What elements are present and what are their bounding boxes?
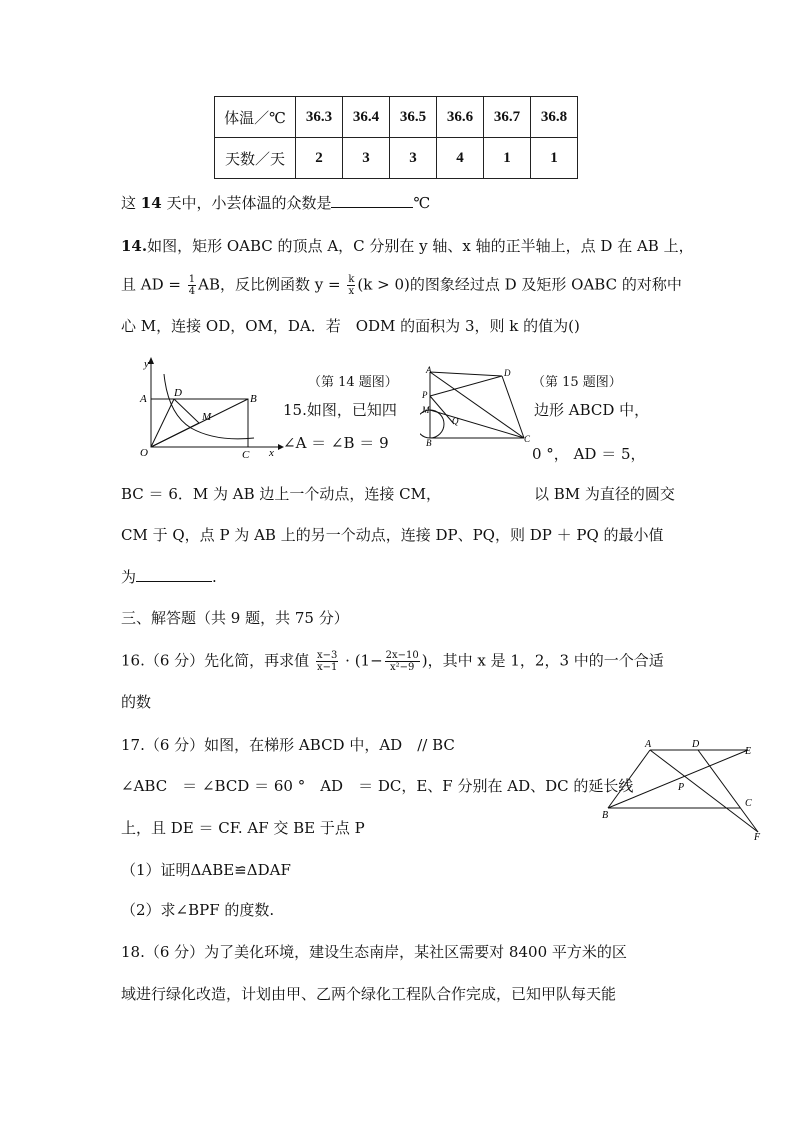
- question-17-part1: （1）证明ΔABE≌ΔDAF: [121, 861, 291, 879]
- fig15-label: A: [426, 365, 432, 375]
- question-18-line2: 域进行绿化改造，计划由甲、乙两个绿化工程队合作完成，已知甲队每天能: [121, 985, 617, 1003]
- table-cell: 4: [437, 138, 484, 179]
- section-3-title: 三、解答题（共 9 题，共 75 分）: [121, 609, 349, 627]
- fig15-label: D: [504, 368, 511, 378]
- table-cell: 36.3: [296, 97, 343, 138]
- question-15-line2b: 0 °， AD ＝ 5，: [532, 445, 646, 463]
- q13-text: 天中，小芸体温的众数是: [166, 194, 332, 212]
- fig14-label: C: [242, 449, 250, 460]
- question-15-line4: CM 于 Q，点 P 为 AB 上的另一个动点，连接 DP、PQ，则 DP ＋ PQ 的最小值: [121, 526, 664, 544]
- question-17-part2: （2）求∠BPF 的度数.: [121, 901, 275, 919]
- table-row: [215, 138, 578, 179]
- fig17-label: A: [645, 739, 652, 750]
- fig14-label: M: [202, 411, 212, 423]
- question-15-line2: ∠A ＝ ∠B ＝ 9: [283, 434, 389, 452]
- question-17-line2: ∠ABC ＝ ∠BCD ＝ 60 ° AD ＝ DC，E、F 分别在 AD、DC 的延长线: [121, 777, 634, 795]
- table-cell: 36.6: [437, 97, 484, 138]
- figure-15-caption: （第 15 题图）: [532, 375, 622, 390]
- question-15-line1b: 边形 ABCD 中，: [534, 401, 650, 419]
- table-cell: 3: [343, 138, 390, 179]
- fig15-label: B: [426, 438, 432, 448]
- fig14-label: A: [140, 393, 147, 405]
- question-14-line2: [121, 274, 682, 297]
- fraction-k-over-x: $\frac{k}{x}$: [348, 274, 355, 297]
- question-15-line1: 15.如图，已知四: [283, 401, 397, 419]
- fraction-one-quarter: $\frac{1}{4}$: [188, 274, 196, 297]
- fraction-2x10-x29: $\frac{2x-10}{\text{x²−9}}$: [385, 650, 419, 673]
- table-cell: 1: [531, 138, 578, 179]
- fig17-label: F: [754, 832, 761, 843]
- question-18-line1: 18.（6 分）为了美化环境，建设生态南岸，某社区需要对 8400 平方米的区: [121, 943, 627, 961]
- q14-number: 14.: [121, 237, 148, 255]
- fig14-label: x: [269, 447, 274, 459]
- fig14-label: O: [140, 447, 148, 459]
- question-15-line3b: 以 BM 为直径的圆交: [534, 485, 675, 503]
- question-16-line2: 的数: [121, 693, 152, 711]
- fig15-label: P: [422, 390, 428, 400]
- table-cell: 36.5: [390, 97, 437, 138]
- q14-line1: 如图，矩形 OABC 的顶点 A，C 分别在 y 轴、x 轴的正半轴上，点 D 在 AB 上，: [147, 237, 694, 255]
- table-cell: 2: [296, 138, 343, 179]
- table-cell: 36.8: [531, 97, 578, 138]
- q14-line2-a: 且 AD =: [121, 275, 181, 294]
- figure-15-diagram: [420, 362, 542, 450]
- fig15-label: C: [524, 434, 531, 444]
- q13-unit: ℃: [413, 194, 431, 212]
- fig14-label: B: [250, 393, 257, 405]
- fig15-label: M: [422, 405, 430, 415]
- fig17-label: P: [678, 782, 685, 793]
- question-14-line1: [121, 236, 694, 256]
- figure-17-diagram: [598, 736, 770, 844]
- fig15-label: Q: [452, 416, 459, 426]
- table-cell: 3: [390, 138, 437, 179]
- question-15-line5: 为 .: [121, 568, 217, 586]
- q13-prefix: 这: [121, 194, 137, 212]
- table-header-temperature: 体温／℃: [215, 97, 296, 138]
- answer-blank[interactable]: [331, 192, 413, 208]
- q14-line2-b: AB，反比例函数 y =: [198, 275, 341, 294]
- figure-14-caption: （第 14 题图）: [308, 375, 398, 390]
- question-14-line3: 心 M，连接 OD，OM，DA．若 ODM 的面积为 3，则 k 的值为(): [121, 317, 580, 335]
- fig14-label: y: [144, 358, 149, 370]
- figure-14-diagram: [126, 352, 286, 460]
- question-17-line1: 17.（6 分）如图，在梯形 ABCD 中，AD // BC: [121, 736, 455, 754]
- fig17-label: C: [745, 798, 752, 809]
- answer-blank[interactable]: [136, 566, 212, 582]
- table-cell: 36.4: [343, 97, 390, 138]
- fig14-label: D: [174, 387, 182, 399]
- fig17-label: D: [692, 739, 700, 750]
- fig17-label: E: [745, 746, 752, 757]
- question-13-text: [121, 192, 430, 213]
- question-16-line1: 16.（6 分）先化简，再求值 $\frac{x-3}{x-1}$ · (1− $\frac{2x-10}{\text{x²−9}}$ )，其中 x 是 1，2，3 中的一个合适: [121, 650, 664, 673]
- table-cell: 1: [484, 138, 531, 179]
- table-cell: 36.7: [484, 97, 531, 138]
- fraction-x3-x1: $\frac{x-3}{x-1}$: [316, 650, 338, 673]
- question-15-line3: BC ＝ 6．M 为 AB 边上一个动点，连接 CM，: [121, 485, 441, 503]
- question-17-line3: 上，且 DE ＝ CF. AF 交 BE 于点 P: [121, 819, 365, 837]
- temperature-table: [214, 96, 578, 179]
- table-row: [215, 97, 578, 138]
- fig17-label: B: [602, 810, 609, 821]
- q14-line2-c: (k > 0)的图象经过点 D 及矩形 OABC 的对称中: [357, 275, 682, 294]
- table-header-days: 天数／天: [215, 138, 296, 179]
- q13-days: 14: [140, 194, 162, 212]
